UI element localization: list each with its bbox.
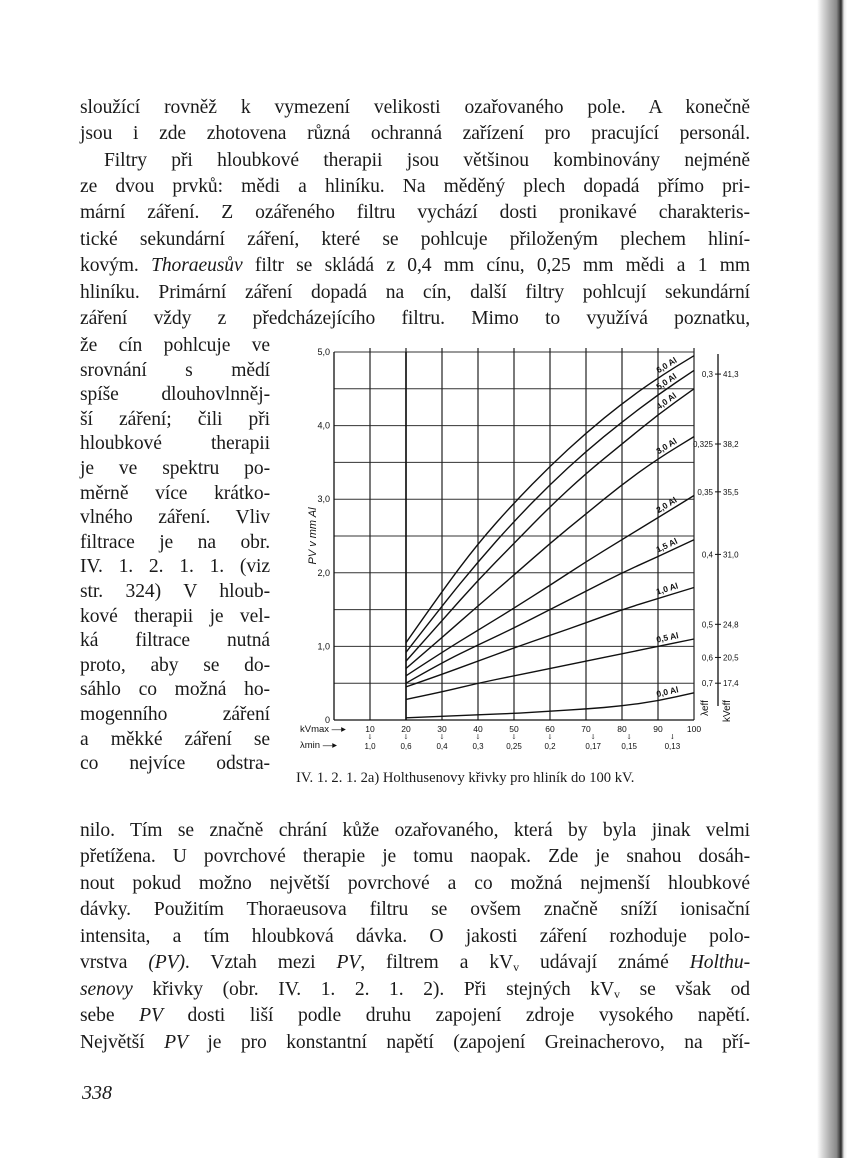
kv-eff-value: 41,3 (723, 370, 739, 380)
curve-label: 6,0 Al (654, 354, 679, 376)
y-tick-label: 0 (324, 715, 330, 725)
text-line (80, 254, 750, 278)
text-line: co nejvíce odstra- (80, 753, 270, 775)
text-line (80, 1004, 750, 1028)
lambda-eff-value: 0,4 (701, 550, 713, 560)
text-line: vlného záření. Vliv (80, 507, 270, 529)
text-span: , filtrem a kV (360, 952, 514, 973)
text-span: Největší (80, 1032, 165, 1053)
x-tick-label: 10 (365, 724, 375, 734)
text-line: kové therapii je vel- (80, 605, 270, 627)
text-line: filtrace je na obr. (80, 531, 270, 553)
down-arrow-icon: ↓ (475, 733, 481, 741)
down-arrow-icon: ↓ (626, 733, 633, 741)
lambda-eff-label: λeff (700, 700, 711, 716)
text-line: že cín pohlcuje ve (80, 335, 270, 356)
kv-eff-value: 24,8 (723, 620, 739, 630)
italic-name: Thoraeusův (151, 255, 243, 276)
text-line: mární záření. Z ozářeného filtru vychází dosti pronikavé charakteris- (80, 202, 750, 223)
curve-label: 0,0 Al (655, 684, 680, 700)
x-tick-label: 60 (545, 724, 555, 734)
text-span: sebe (80, 1005, 140, 1026)
y-tick-label: 3,0 (317, 494, 330, 505)
curve-label: 1,0 Al (654, 580, 680, 597)
text-line: spíše dlouhovlnněj- (80, 384, 270, 406)
text-line: nilo. Tím se značně chrání kůže ozařovaného, která by byla jinak velmi (80, 820, 750, 841)
chart-canvas (290, 340, 780, 760)
figure-caption: IV. 1. 2. 1. 2a) Holthusenovy křivky pro hliník do 100 kV. (296, 770, 635, 786)
lambda-min-label: 0,3 (472, 742, 484, 751)
x-tick-label: 40 (473, 724, 483, 734)
text-line: ze dvou prvků: mědi a hliníku. Na měděný plech dopadá přímo pri- (80, 176, 750, 197)
kv-eff-value: 38,2 (723, 440, 739, 449)
text-line: je ve spektru po- (80, 458, 270, 479)
text-line: ší záření; čili při (80, 408, 270, 430)
curve-label: 5,0 Al (654, 370, 679, 392)
lambda-min-label: 0,6 (400, 742, 412, 751)
lambda-eff-value: 0,6 (701, 653, 713, 663)
text-line: mogenního záření (80, 704, 270, 725)
text-span: dosti liší podle druhu zapojení zdroje vysokého napětí. (162, 1005, 750, 1026)
lambda-min-label: 0,17 (585, 742, 601, 751)
x-tick-label: 30 (437, 724, 447, 734)
y-tick-label: 4,0 (317, 420, 330, 431)
text-span: vrstva (80, 952, 149, 973)
lambda-min-label: 0,13 (664, 742, 681, 751)
text-line: měrně více krátko- (80, 482, 270, 504)
x-tick-label: 100 (686, 724, 702, 734)
text-span: udávají známé (519, 952, 690, 973)
x-tick-label: 80 (617, 724, 627, 734)
curve-label: 0,5 Al (655, 630, 680, 645)
lambda-min-label: 1,0 (364, 742, 376, 751)
kv-eff-value: 17,4 (723, 679, 739, 689)
text-line: ká filtrace nutná (80, 630, 270, 652)
holthusen-chart (290, 340, 780, 760)
italic-term: PV (139, 1005, 163, 1026)
text-line: hloubkové therapii (80, 433, 270, 455)
down-arrow-icon: ↓ (590, 733, 597, 741)
kv-eff-value: 20,5 (723, 653, 739, 663)
kv-eff-value: 31,0 (723, 550, 739, 560)
x-tick-label: 20 (401, 724, 411, 734)
curve-label: 1,5 Al (654, 535, 679, 555)
paragraph-start: Filtry při hloubkové therapii jsou většinou kombinovány nejméně (104, 150, 750, 171)
text-span: kovým. (80, 255, 152, 276)
down-arrow-icon: ↓ (669, 733, 676, 741)
text-line: sáhlo co možná ho- (80, 679, 270, 701)
text-line: hliníku. Primární záření dopadá na cín, další filtry pohlcují sekundární (80, 282, 750, 303)
kv-eff-value: 35,5 (723, 487, 739, 497)
y-tick-label: 1,0 (317, 641, 330, 652)
y-axis-label: PV v mm Al (307, 507, 319, 565)
x-axis-label: kVmax —▸ (300, 724, 346, 735)
italic-term: PV (336, 952, 361, 973)
text-span: se však od (619, 979, 750, 1000)
text-span: křivky (obr. IV. 1. 2. 1. 2). Při stejných kV (132, 979, 615, 1000)
text-line: IV. 1. 2. 1. 1. (viz (80, 556, 270, 578)
italic-term: senovy (80, 979, 133, 1000)
text-line: záření vždy z předcházejícího filtru. Mimo to využívá poznatku, (80, 308, 750, 329)
book-binding-shadow (817, 0, 847, 1158)
lambda-min-label: 0,2 (544, 742, 556, 751)
lambda-eff-value: 0,5 (701, 620, 713, 630)
lambda-min-label: 0,15 (621, 742, 637, 751)
text-line: nout pokud možno největší povrchové a co možná nejmenší hloubkové (80, 873, 750, 894)
text-line: str. 324) V hloub- (80, 581, 270, 602)
text-line: a měkké záření se (80, 728, 270, 750)
down-arrow-icon: ↓ (511, 733, 517, 741)
text-line: proto, aby se do- (80, 654, 270, 676)
italic-term: PV (164, 1032, 188, 1053)
text-line (80, 1031, 750, 1055)
lambda-min-label: 0,25 (506, 742, 522, 751)
lambda-min-label: 0,4 (436, 742, 448, 751)
lambda-eff-value: 0,3 (701, 370, 713, 380)
text-span: . Vztah mezi (184, 952, 337, 973)
italic-term: Holthu- (689, 952, 750, 973)
down-arrow-icon: ↓ (367, 733, 373, 741)
kv-eff-label: kVeff (722, 699, 733, 722)
text-line: tické sekundární záření, které se pohlcuje přiloženým plechem hliní- (80, 229, 750, 250)
x-tick-label: 50 (509, 724, 519, 734)
text-span: je pro konstantní napětí (zapojení Greinacherovo, na pří- (187, 1032, 751, 1053)
text-line: intensita, a tím hloubková dávka. O jakosti záření rozhoduje polo- (80, 926, 750, 947)
subscript: v (614, 987, 620, 1001)
text-line (80, 951, 750, 979)
text-line (80, 978, 750, 1006)
y-tick-label: 2,0 (317, 567, 330, 578)
text-line: dávky. Použitím Thoraeusova filtru se ovšem značně sníží ionisační (80, 899, 750, 920)
x-tick-label: 70 (581, 724, 591, 734)
curve-label: 3,0 Al (654, 435, 679, 457)
curve-label: 4,0 Al (654, 390, 679, 412)
curve-label: 2,0 Al (654, 494, 679, 515)
page-number: 338 (82, 1082, 112, 1104)
down-arrow-icon: ↓ (403, 733, 409, 741)
lambda-eff-value: 0,7 (701, 679, 713, 689)
text-line: jsou i zde zhotovena různá ochranná zařízení pro pracující personál. (80, 123, 750, 144)
text-span: filtr se skládá z 0,4 mm cínu, 0,25 mm mědi a 1 mm (242, 255, 750, 276)
subscript: v (513, 960, 519, 974)
down-arrow-icon: ↓ (547, 733, 553, 741)
lambda-eff-value: 0,325 (692, 440, 713, 449)
down-arrow-icon: ↓ (439, 733, 445, 741)
text-line: přetížena. U povrchové therapie je tomu naopak. Zde je snahou dosáh- (80, 846, 750, 867)
text-line: srovnání s mědí (80, 359, 270, 381)
x2-axis-label: λmin —▸ (300, 740, 337, 751)
x-tick-label: 90 (653, 724, 663, 734)
text-line: sloužící rovněž k vymezení velikosti ozařovaného pole. A konečně (80, 97, 750, 118)
italic-term: (PV) (148, 952, 185, 973)
lambda-eff-value: 0,35 (697, 487, 713, 497)
y-tick-label: 5,0 (317, 347, 330, 357)
